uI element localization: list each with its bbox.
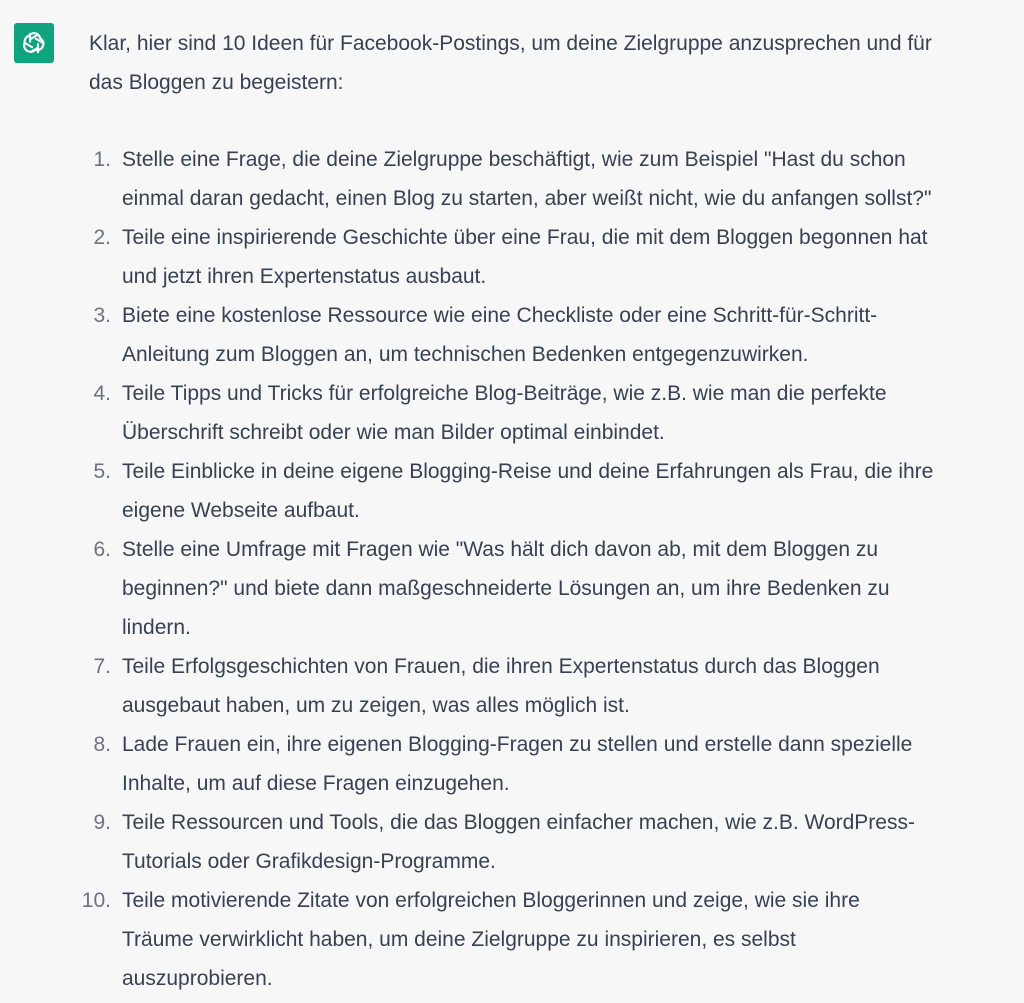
list-item	[89, 647, 1019, 725]
list-item-number: 7.	[93, 655, 111, 678]
list-item-text	[122, 452, 1019, 530]
list-item-line: eigene Webseite aufbaut.	[122, 499, 360, 522]
list-item	[89, 725, 1019, 803]
list-item-number: 2.	[93, 226, 111, 249]
list-item-text	[122, 881, 1019, 998]
list-item-number: 8.	[93, 733, 111, 756]
list-item	[89, 452, 1019, 530]
list-item-text	[122, 140, 1019, 218]
list-item-number: 9.	[93, 811, 111, 834]
list-item-line: ausgebaut haben, um zu zeigen, was alles möglich ist.	[122, 694, 630, 717]
list-item	[81, 881, 1019, 998]
list-item-text	[122, 530, 1019, 647]
list-item-number: 4.	[93, 382, 111, 405]
intro-paragraph	[89, 24, 1019, 102]
list-item-text	[122, 296, 1019, 374]
list-item-number: 5.	[93, 460, 111, 483]
list-item-line: einmal daran gedacht, einen Blog zu starten, aber weißt nicht, wie du anfangen sollst?"	[122, 187, 932, 210]
list-item-line: Lade Frauen ein, ihre eigenen Blogging-Fragen zu stellen und erstelle dann spezielle	[122, 733, 913, 756]
list-item-line: Teile eine inspirierende Geschichte über eine Frau, die mit dem Bloggen begonnen hat	[122, 226, 928, 249]
list-item-line: Teile Ressourcen und Tools, die das Bloggen einfacher machen, wie z.B. WordPress-	[122, 811, 915, 834]
list-item-line: und jetzt ihren Expertenstatus ausbaut.	[122, 265, 487, 288]
list-item-line: Tutorials oder Grafikdesign-Programme.	[122, 850, 496, 873]
list-item	[89, 296, 1019, 374]
list-item	[89, 140, 1019, 218]
list-item-line: Teile Tipps und Tricks für erfolgreiche Blog-Beiträge, wie z.B. wie man die perfekte	[122, 382, 887, 405]
intro-line: das Bloggen zu begeistern:	[89, 71, 344, 94]
list-item	[89, 374, 1019, 452]
assistant-avatar	[14, 23, 54, 63]
list-item-line: Stelle eine Frage, die deine Zielgruppe beschäftigt, wie zum Beispiel "Hast du schon	[122, 148, 906, 171]
list-item-text	[122, 725, 1019, 803]
list-item-line: Teile Erfolgsgeschichten von Frauen, die ihren Expertenstatus durch das Bloggen	[122, 655, 880, 678]
list-item-text	[122, 647, 1019, 725]
list-item-line: Teile motivierende Zitate von erfolgreichen Bloggerinnen und zeige, wie sie ihre	[122, 889, 860, 912]
list-item-text	[122, 803, 1019, 881]
list-item-line: Biete eine kostenlose Ressource wie eine Checkliste oder eine Schritt-für-Schritt-	[122, 304, 878, 327]
list-item	[89, 803, 1019, 881]
list-item-line: Teile Einblicke in deine eigene Blogging-Reise und deine Erfahrungen als Frau, die ihre	[122, 460, 934, 483]
list-item-text	[122, 374, 1019, 452]
list-item-line: Träume verwirklicht haben, um deine Zielgruppe zu inspirieren, es selbst	[122, 928, 796, 951]
list-item-line: beginnen?" und biete dann maßgeschneiderte Lösungen an, um ihre Bedenken zu	[122, 577, 890, 600]
list-item-line: Inhalte, um auf diese Fragen einzugehen.	[122, 772, 510, 795]
list-item-number: 3.	[93, 304, 111, 327]
list-item-line: lindern.	[122, 616, 191, 639]
intro-line: Klar, hier sind 10 Ideen für Facebook-Postings, um deine Zielgruppe anzusprechen und für	[89, 32, 932, 55]
assistant-message-content	[81, 24, 1019, 998]
list-item	[89, 218, 1019, 296]
ideas-list	[81, 140, 1019, 998]
list-item-line: auszuprobieren.	[122, 967, 273, 990]
list-item-line: Stelle eine Umfrage mit Fragen wie "Was hält dich davon ab, mit dem Bloggen zu	[122, 538, 879, 561]
list-item-line: Anleitung zum Bloggen an, um technischen Bedenken entgegenzuwirken.	[122, 343, 809, 366]
list-item	[89, 530, 1019, 647]
list-item-number: 10.	[81, 889, 111, 912]
list-item-text	[122, 218, 1019, 296]
list-item-number: 1.	[93, 148, 111, 171]
openai-logo-icon	[20, 29, 48, 57]
list-item-line: Überschrift schreibt oder wie man Bilder optimal einbindet.	[122, 421, 665, 444]
list-item-number: 6.	[93, 538, 111, 561]
